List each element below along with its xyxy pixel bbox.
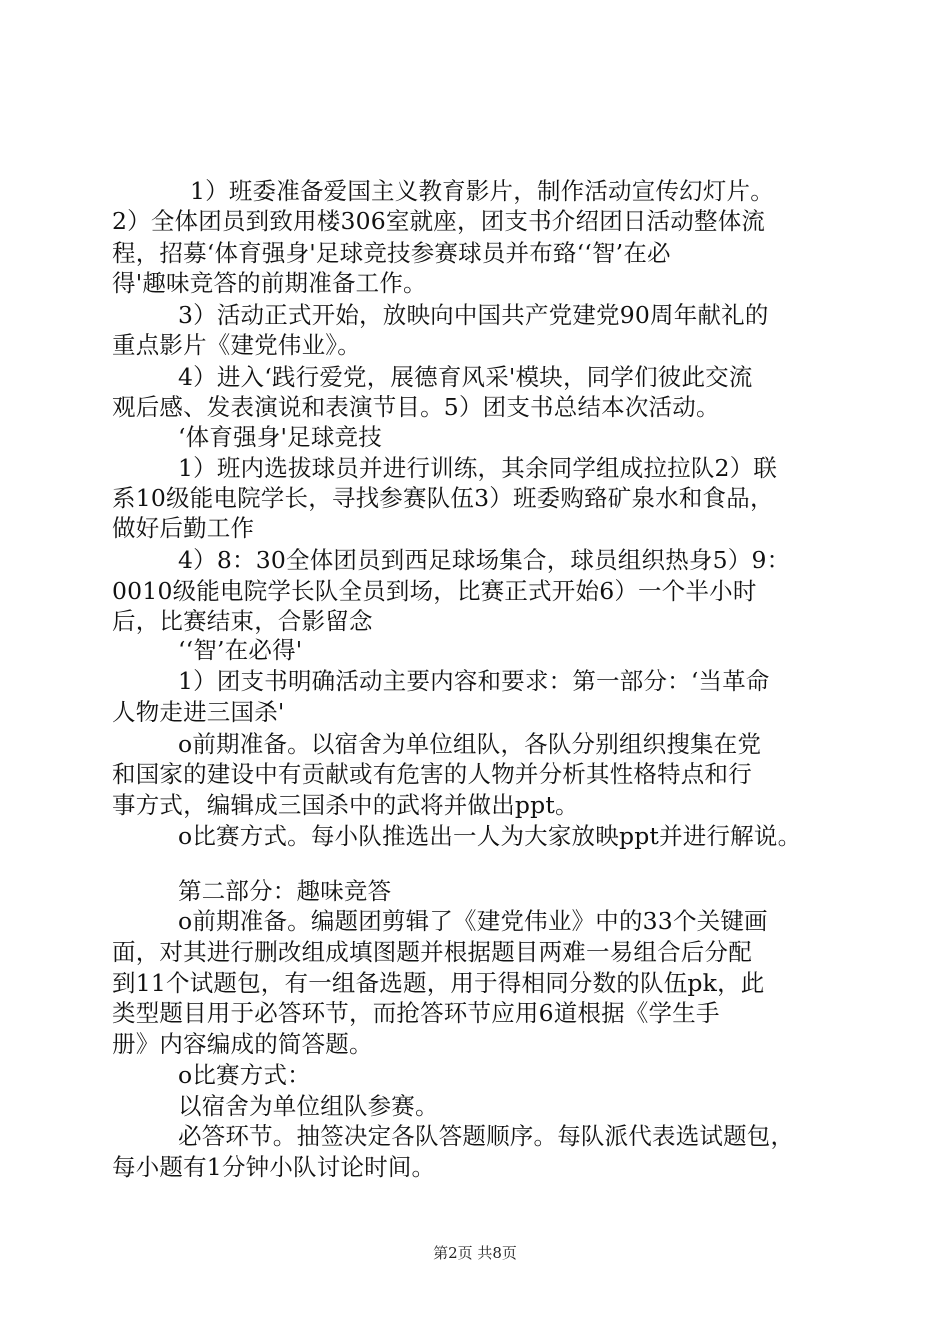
text-line: 和国家的建设中有贡献或有危害的人物并分析其性格特点和行 (112, 760, 752, 788)
text-line: 册》内容编成的简答题。 (112, 1030, 373, 1058)
text-line: 得'趣味竞答的前期准备工作。 (112, 269, 427, 297)
text-line: 做好后勤工作 (112, 514, 255, 542)
text-line: 到11个试题包，有一组备选题，用于得相同分数的队伍pk，此 (112, 969, 765, 997)
text-line: 类型题目用于必答环节，而抢答环节应用6道根据《学生手 (112, 999, 720, 1027)
text-line: 3）活动正式开始，放映向中国共产党建党90周年献礼的 (178, 301, 769, 329)
text-line: 重点影片《建党伟业》。 (112, 331, 361, 359)
text-line: 程，招募‘体育强身'足球竞技参赛球员并布臵‘‘智’在必 (112, 239, 671, 267)
text-line: 2）全体团员到致用楼306室就座，团支书介绍团日活动整体流 (112, 207, 766, 235)
text-line: o前期准备。编题团剪辑了《建党伟业》中的33个关键画 (178, 907, 768, 935)
text-line: 4）进入‘践行爱党，展德育风采'模块，同学们彼此交流 (178, 363, 753, 391)
section-heading: ‘体育强身'足球竞技 (178, 423, 382, 451)
text-line: 1）班委准备爱国主义教育影片，制作活动宣传幻灯片。 (190, 177, 774, 205)
text-line: 每小题有1分钟小队讨论时间。 (112, 1153, 436, 1181)
text-line: 1）班内选拔球员并进行训练，其余同学组成拉拉队2）联 (178, 454, 778, 482)
text-line: 面，对其进行删改组成填图题并根据题目两难一易组合后分配 (112, 938, 752, 966)
section-heading: ‘‘智’在必得' (178, 636, 303, 664)
text-line: o前期准备。以宿舍为单位组队，各队分别组织搜集在党 (178, 730, 762, 758)
page-number-footer: 第2页 共8页 (433, 1244, 517, 1262)
text-line: 人物走进三国杀' (112, 698, 285, 726)
text-line: 观后感、发表演说和表演节目。5）团支书总结本次活动。 (112, 393, 720, 421)
text-line: 4）8：30全体团员到西足球场集合，球员组织热身5）9： (178, 546, 791, 574)
section-heading: 第二部分：趣味竞答 (178, 877, 392, 905)
text-line: 后，比赛结束，合影留念 (112, 607, 373, 635)
text-line: 系10级能电院学长，寻找参赛队伍3）班委购臵矿泉水和食品， (112, 484, 774, 512)
text-line: 1）团支书明确活动主要内容和要求：第一部分：‘当革命 (178, 667, 770, 695)
text-line: 必答环节。抽签决定各队答题顺序。每队派代表选试题包， (178, 1122, 795, 1150)
text-line: o比赛方式。每小队推选出一人为大家放映ppt并进行解说。 (178, 822, 802, 850)
text-line: 0010级能电院学长队全员到场，比赛正式开始6）一个半小时 (112, 577, 757, 605)
text-line: 事方式，编辑成三国杀中的武将并做出ppt。 (112, 791, 579, 819)
text-line: o比赛方式： (178, 1061, 311, 1089)
text-line: 以宿舍为单位组队参赛。 (178, 1092, 439, 1120)
